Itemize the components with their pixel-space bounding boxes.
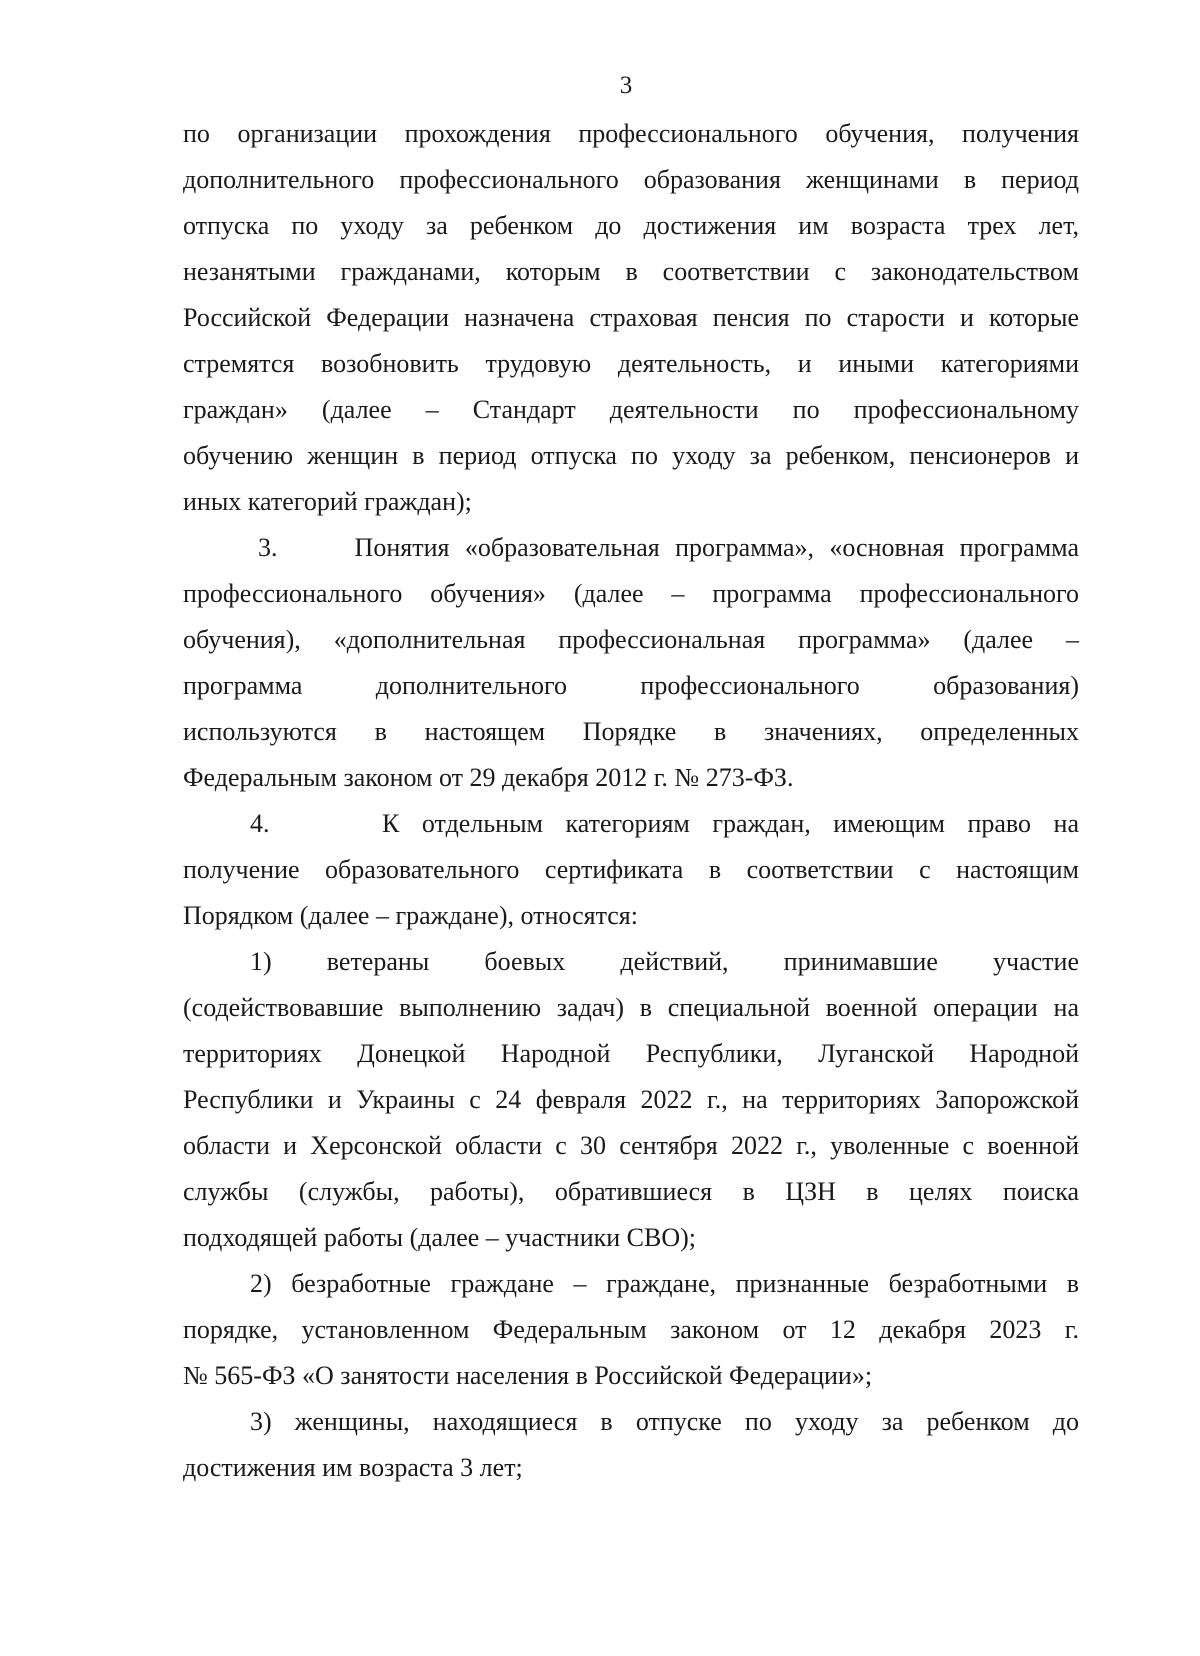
list-item-3-first-line: 3) женщины, находящиеся в отпуске по уходу за ребенком до [250,1407,1079,1436]
page-number: 3 [619,72,633,99]
text-line: используются в настоящем Порядке в значениях, определенных [183,717,1079,746]
text-line: получение образовательного сертификата в соответствии с настоящим [183,855,1079,884]
text-line: достижения им возраста 3 лет; [183,1453,523,1482]
text-line: области и Херсонской области с 30 сентября 2022 г., уволенные с военной [183,1131,1079,1160]
text-line: иных категорий граждан); [183,487,472,516]
text-line: Федеральным законом от 29 декабря 2012 г. № 273-ФЗ. [183,763,794,792]
text-line: граждан» (далее – Стандарт деятельности по профессиональному [183,395,1079,424]
text-line: отпуска по уходу за ребенком до достижения им возраста трех лет, [183,211,1079,240]
text-line: территориях Донецкой Народной Республики, Луганской Народной [183,1039,1079,1068]
text-line: Российской Федерации назначена страховая пенсия по старости и которые [183,303,1079,332]
text-line: профессионального обучения» (далее – программа профессионального [183,579,1079,608]
text-line: стремятся возобновить трудовую деятельность, и иными категориями [183,349,1079,378]
text-line: порядке, установленном Федеральным законом от 12 декабря 2023 г. [183,1315,1079,1344]
text-line: по организации прохождения профессионального обучения, получения [183,119,1079,148]
text-line: незанятыми гражданами, которым в соответствии с законодательством [183,257,1079,286]
text-line: обучению женщин в период отпуска по уходу за ребенком, пенсионеров и [183,441,1079,470]
text-line: обучения), «дополнительная профессиональная программа» (далее – [183,625,1079,654]
text-line: Порядком (далее – граждане), относятся: [183,901,638,930]
text-line: (содействовавшие выполнению задач) в специальной военной операции на [183,993,1079,1022]
paragraph-4-first-line: 4. К отдельным категориям граждан, имеющим право на [250,809,1079,838]
list-item-1-first-line: 1) ветераны боевых действий, принимавшие участие [250,947,1079,976]
text-line: службы (службы, работы), обратившиеся в ЦЗН в целях поиска [183,1177,1079,1206]
text-line: Республики и Украины с 24 февраля 2022 г., на территориях Запорожской [183,1085,1079,1114]
text-line: дополнительного профессионального образования женщинами в период [183,165,1079,194]
text-line: № 565-ФЗ «О занятости населения в Российской Федерации»; [183,1361,873,1390]
paragraph-3-first-line: 3. Понятия «образовательная программа», «основная программа [258,533,1079,562]
text-line: программа дополнительного профессионального образования) [183,671,1079,700]
text-line: подходящей работы (далее – участники СВО); [183,1223,697,1252]
list-item-2-first-line: 2) безработные граждане – граждане, признанные безработными в [250,1269,1079,1298]
